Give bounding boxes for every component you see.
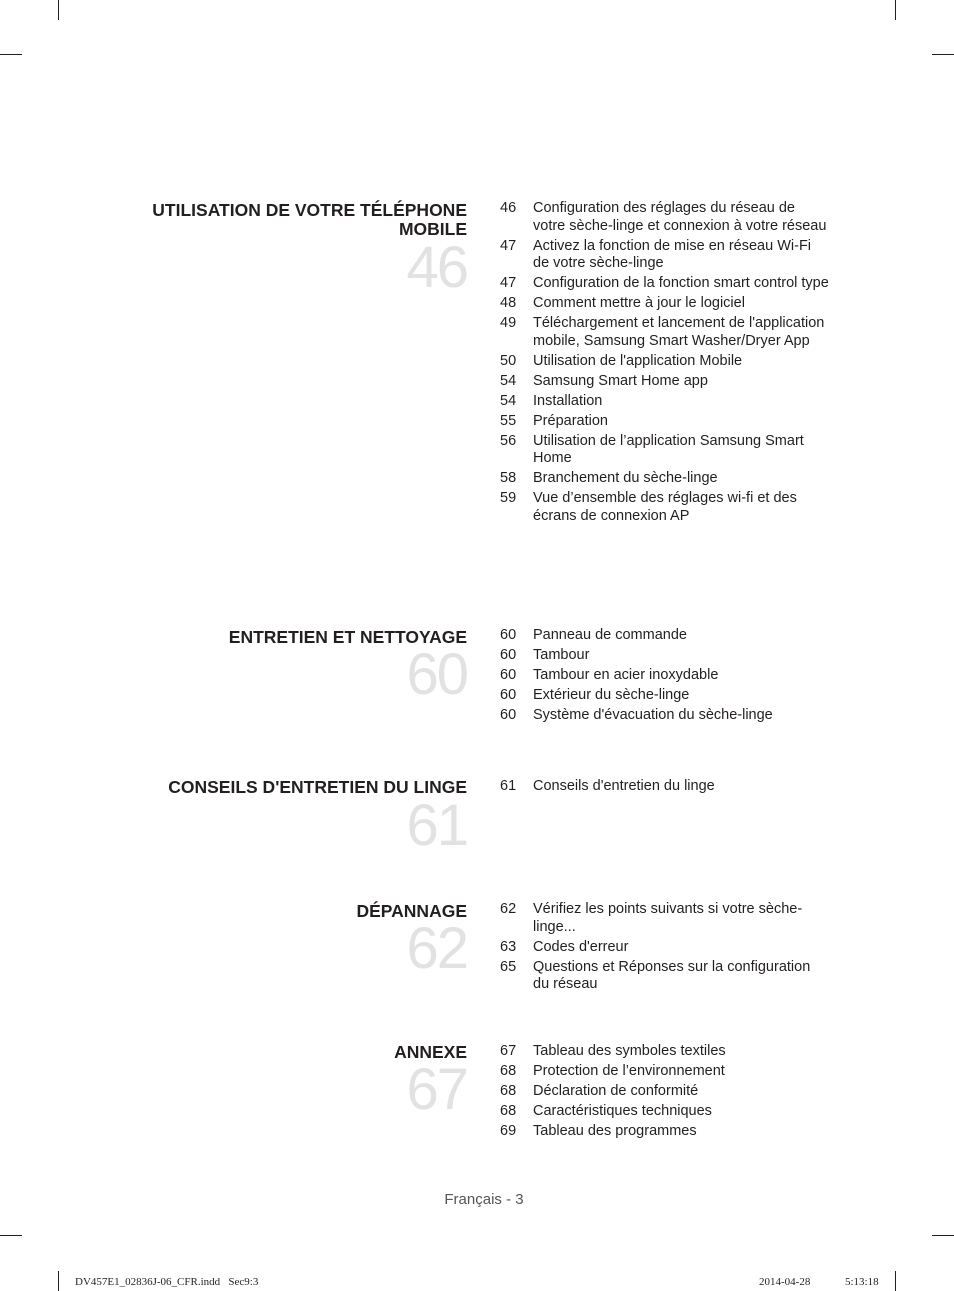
entry-title: Téléchargement et lancement de l'application mobile, Samsung Smart Washer/Dryer App [533,315,825,349]
entry-page-number: 54 [500,372,517,389]
entry-title: Activez la fonction de mise en réseau Wi-Fi de votre sèche-linge [533,237,812,271]
toc-entry[interactable] [500,433,830,468]
toc-entry[interactable] [500,667,830,685]
entry-page-number: 68 [500,1063,517,1079]
section-title: ENTRETIEN ET NETTOYAGE [228,627,467,647]
toc-entry[interactable] [500,901,830,936]
toc-entry[interactable] [500,470,830,488]
section-page-number: 67 [406,1057,467,1122]
toc-entry[interactable] [500,1043,830,1061]
crop-mark-bottom-right-vertical [895,1271,896,1291]
toc-entry[interactable] [500,200,830,235]
entry-title: Questions et Réponses sur la configuration du réseau [533,958,811,992]
entry-title: Déclaration de conformité [533,1083,699,1099]
entry-page-number: 65 [500,958,517,975]
entry-page-number: 46 [500,200,517,216]
toc-entry[interactable] [500,490,830,525]
toc-entry[interactable] [500,413,830,431]
crop-mark-top-left-horizontal [0,54,22,55]
entry-title: Panneau de commande [533,627,687,643]
entry-title: Codes d'erreur [533,938,629,955]
slug-date: 2014-04-28 [759,1276,811,1288]
toc-entry[interactable] [500,687,830,705]
entry-page-number: 59 [500,490,517,506]
toc-entry[interactable] [500,238,830,273]
entry-page-number: 60 [500,667,517,683]
entry-page-number: 55 [500,412,517,429]
entry-title: Samsung Smart Home app [533,372,708,389]
crop-mark-top-left-vertical [58,0,59,20]
crop-mark-top-right-vertical [895,0,896,20]
entry-page-number: 56 [500,432,517,449]
entry-page-number: 54 [500,392,517,409]
toc-entry[interactable] [500,707,830,725]
entry-page-number: 60 [500,627,517,643]
toc-entry[interactable] [500,1083,830,1101]
section-page-number: 60 [406,642,467,707]
entry-title: Caractéristiques techniques [533,1103,712,1119]
entry-title: Comment mettre à jour le logiciel [533,295,745,311]
entry-title: Utilisation de l’application Samsung Smart Home [533,432,804,466]
section-page-number: 46 [406,235,467,300]
entry-page-number: 58 [500,470,517,486]
toc-entry[interactable] [500,393,830,411]
entry-title: Branchement du sèche-linge [533,470,718,486]
entry-page-number: 62 [500,901,517,917]
toc-entry-list [500,627,830,727]
entry-title: Utilisation de l'application Mobile [533,352,743,369]
entry-title: Protection de l’environnement [533,1063,725,1079]
section-title: ANNEXE [394,1042,467,1062]
entry-title: Extérieur du sèche-linge [533,687,690,703]
entry-title: Installation [533,392,603,409]
toc-entry-list [500,901,830,996]
toc-entry[interactable] [500,373,830,391]
crop-mark-bottom-right-horizontal [932,1235,954,1236]
crop-mark-bottom-left-vertical [58,1271,59,1291]
entry-page-number: 60 [500,647,517,663]
entry-page-number: 61 [500,778,517,794]
entry-page-number: 47 [500,275,517,291]
entry-page-number: 48 [500,295,517,311]
entry-title: Tableau des programmes [533,1123,697,1139]
toc-entry-list [500,200,830,528]
entry-title: Conseils d'entretien du linge [533,778,715,794]
toc-entry[interactable] [500,778,830,796]
toc-entry[interactable] [500,1103,830,1121]
entry-page-number: 60 [500,687,517,703]
section-title: DÉPANNAGE [356,901,467,921]
toc-entry[interactable] [500,295,830,313]
entry-title: Préparation [533,412,608,429]
entry-page-number: 68 [500,1083,517,1099]
entry-page-number: 67 [500,1043,517,1059]
crop-mark-top-right-horizontal [932,54,954,55]
entry-title: Tableau des symboles textiles [533,1043,726,1059]
entry-title: Configuration des réglages du réseau de votre sèche-linge et connexion à votre réseau [533,200,827,234]
entry-title: Vue d’ensemble des réglages wi-fi et des écrans de connexion AP [533,490,797,524]
entry-page-number: 50 [500,352,517,369]
section-page-number: 62 [406,916,467,981]
entry-page-number: 47 [500,237,517,254]
slug-filename: DV457E1_02836J-06_CFR.indd Sec9:3 [75,1276,259,1288]
toc-entry-list [500,1043,830,1143]
toc-entry[interactable] [500,1123,830,1141]
entry-title: Tambour [533,647,590,663]
section-page-number: 61 [406,793,467,858]
entry-title: Configuration de la fonction smart control type [533,275,829,291]
entry-page-number: 49 [500,315,517,331]
toc-entry[interactable] [500,959,830,994]
toc-entry[interactable] [500,647,830,665]
page-footer-label: Français - 3 [444,1191,524,1208]
entry-page-number: 63 [500,938,517,955]
entry-title: Tambour en acier inoxydable [533,667,719,683]
slug-time: 5:13:18 [845,1276,879,1288]
entry-page-number: 69 [500,1123,517,1139]
toc-entry-list [500,778,830,798]
entry-title: Système d'évacuation du sèche-linge [533,707,773,723]
entry-title: Vérifiez les points suivants si votre sèche-linge... [533,901,803,935]
section-title: CONSEILS D'ENTRETIEN DU LINGE [168,777,467,797]
toc-entry[interactable] [500,627,830,645]
crop-mark-bottom-left-horizontal [0,1235,22,1236]
toc-entry[interactable] [500,939,830,957]
toc-entry[interactable] [500,1063,830,1081]
toc-entry[interactable] [500,353,830,371]
entry-page-number: 68 [500,1103,517,1119]
toc-entry[interactable] [500,275,830,293]
section-title: UTILISATION DE VOTRE TÉLÉPHONE MOBILE [152,200,467,239]
entry-page-number: 60 [500,707,517,723]
toc-entry[interactable] [500,315,830,350]
